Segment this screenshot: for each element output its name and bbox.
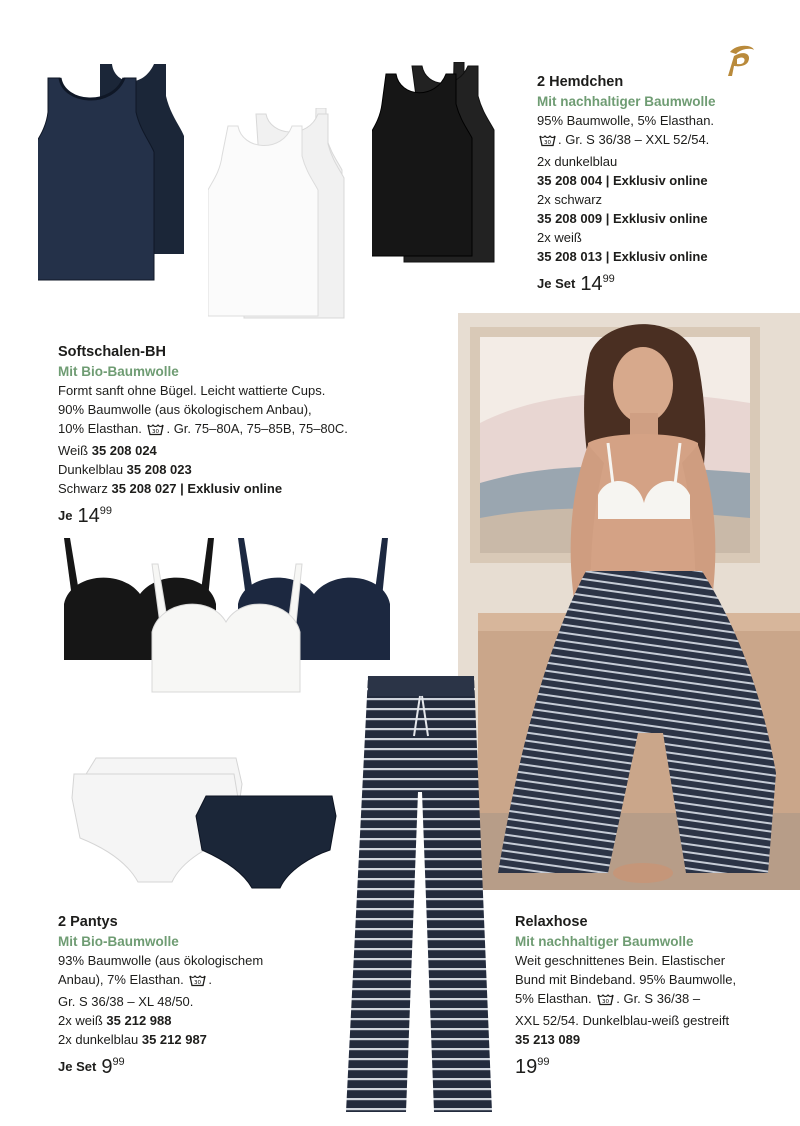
variant-label: 2x dunkelblau [537, 154, 618, 169]
wash-30-icon [189, 973, 206, 992]
variant-code [537, 171, 716, 190]
product-title-bh: Softschalen-BH [58, 344, 166, 360]
price-label: Je Set [537, 276, 576, 291]
desc-pantys-2 [58, 970, 263, 992]
svg-text:30: 30 [194, 980, 202, 986]
variant-label: Weiß [58, 443, 92, 458]
price-integer: 14 [580, 273, 603, 295]
desc-relaxhose-1: Weit geschnittenes Bein. Elastischer [515, 953, 726, 968]
product-title-hemdchen: 2 Hemdchen [537, 74, 624, 90]
desc-bh-3a: 10% Elasthan. [58, 421, 142, 436]
pantys-image [66, 754, 338, 894]
desc-bh-1: Formt sanft ohne Bügel. Leicht wattierte Cups. [58, 383, 326, 398]
variant-row [58, 1030, 263, 1049]
variant-code-number: 35 208 027 [111, 481, 177, 496]
variant-code-number: 35 208 004 [537, 173, 603, 188]
desc-bh-3b: . Gr. 75–80A, 75–85B, 75–80C. [166, 421, 348, 436]
variant-code-number: 35 208 023 [126, 462, 192, 477]
price-integer: 14 [77, 505, 100, 527]
variant-label: 2x schwarz [537, 192, 603, 207]
price-decimal: 99 [99, 505, 112, 517]
article-code-relaxhose: 35 213 089 [515, 1032, 581, 1047]
variant-code-number: 35 212 988 [106, 1013, 172, 1028]
product-title-pantys: 2 Pantys [58, 914, 118, 930]
product-subtitle-bh: Mit Bio-Baumwolle [58, 364, 179, 379]
price-label: Je [58, 508, 73, 523]
variant-code-number: 35 208 013 [537, 249, 603, 264]
desc-bh-2: 90% Baumwolle (aus ökologischem Anbau), [58, 402, 312, 417]
tank-tops-black-image [372, 62, 510, 270]
svg-text:30: 30 [602, 999, 610, 1005]
variant-code-suffix: | Exklusiv online [602, 211, 708, 226]
variant-code-suffix: | Exklusiv online [602, 173, 708, 188]
price-integer: 19 [515, 1056, 538, 1078]
hemdchen-text-block [537, 72, 716, 296]
desc-relaxhose-3b: . Gr. S 36/38 – [616, 991, 701, 1006]
price-decimal: 99 [112, 1056, 125, 1068]
brand-logo-icon [722, 40, 758, 80]
variant-row [58, 460, 348, 479]
desc-relaxhose-4: XXL 52/54. Dunkelblau-weiß gestreift [515, 1013, 730, 1028]
bh-text-block [58, 342, 348, 528]
price-relaxhose [515, 1055, 736, 1079]
relaxhose-text-block [515, 912, 736, 1079]
variant-code-number: 35 208 024 [91, 443, 157, 458]
desc-pantys-2a: Anbau), 7% Elasthan. [58, 972, 184, 987]
price-hemdchen [537, 272, 716, 296]
variant-code-number: 35 208 009 [537, 211, 603, 226]
variant-label: Schwarz [58, 481, 112, 496]
price-integer: 9 [101, 1056, 113, 1078]
pantys-text-block [58, 912, 263, 1079]
wash-30-icon [597, 992, 614, 1011]
product-subtitle-pantys: Mit Bio-Baumwolle [58, 934, 179, 949]
desc-relaxhose-3 [515, 989, 736, 1011]
variant-code-suffix: | Exklusiv online [602, 249, 708, 264]
tank-tops-navy-image [38, 64, 213, 284]
variant-label: 2x weiß [58, 1013, 107, 1028]
material-hemdchen: 95% Baumwolle, 5% Elasthan. [537, 113, 715, 128]
price-pantys [58, 1055, 263, 1079]
variant-label: Dunkelblau [58, 462, 127, 477]
variant-label: 2x weiß [537, 230, 582, 245]
desc-pantys-3: Gr. S 36/38 – XL 48/50. [58, 994, 194, 1009]
tank-tops-white-image [208, 108, 368, 320]
svg-text:30: 30 [544, 140, 551, 146]
trousers-image [342, 672, 500, 1118]
desc-relaxhose-2: Bund mit Bindeband. 95% Baumwolle, [515, 972, 737, 987]
desc-pantys-1: 93% Baumwolle (aus ökologischem [58, 953, 264, 968]
desc-bh-3 [58, 419, 348, 441]
product-title-relaxhose: Relaxhose [515, 914, 588, 930]
product-subtitle-relaxhose: Mit nachhaltiger Baumwolle [515, 934, 694, 949]
wash-30-icon [539, 133, 556, 152]
sizes-hemdchen [537, 130, 716, 152]
variant-label: 2x dunkelblau [58, 1032, 142, 1047]
variant-code [537, 247, 716, 266]
variant-row [58, 479, 348, 498]
price-bh [58, 504, 348, 528]
price-decimal: 99 [602, 273, 615, 285]
desc-relaxhose-3a: 5% Elasthan. [515, 991, 592, 1006]
variant-row [58, 441, 348, 460]
model-photo [458, 313, 800, 890]
variant-code-number: 35 212 987 [141, 1032, 207, 1047]
sizes-hemdchen-text: . Gr. S 36/38 – XXL 52/54. [558, 132, 710, 147]
svg-text:30: 30 [152, 429, 160, 435]
variant-code [537, 209, 716, 228]
price-label: Je Set [58, 1059, 97, 1074]
variant-row [58, 1011, 263, 1030]
desc-pantys-2b: . [208, 972, 212, 987]
wash-30-icon [147, 422, 164, 441]
price-decimal: 99 [537, 1056, 550, 1068]
variant-code-suffix: | Exklusiv online [176, 481, 283, 496]
product-subtitle-hemdchen: Mit nachhaltiger Baumwolle [537, 94, 716, 109]
